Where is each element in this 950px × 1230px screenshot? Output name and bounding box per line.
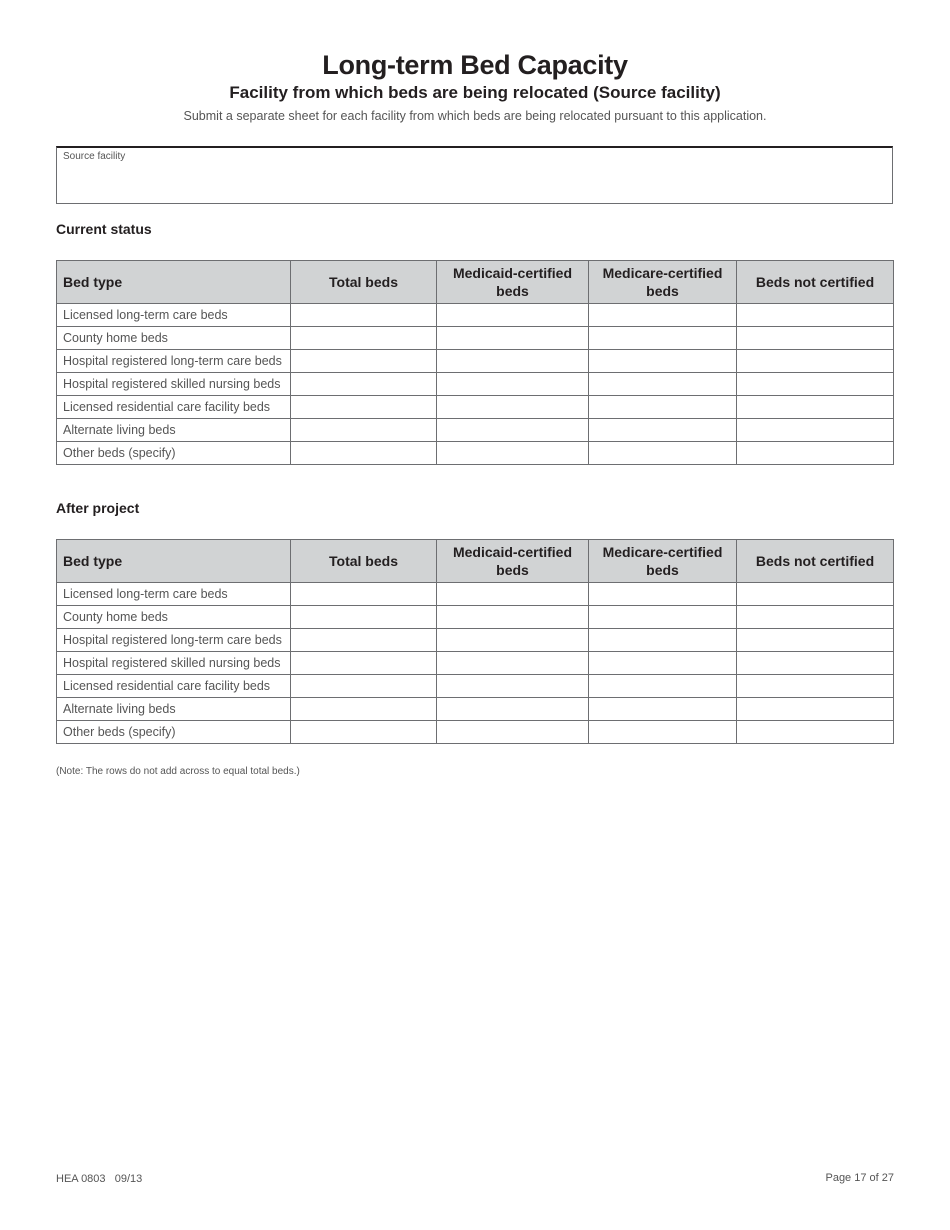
bed-count-field[interactable]	[589, 396, 737, 419]
bed-count-field[interactable]	[737, 606, 894, 629]
bed-count-field[interactable]	[291, 698, 437, 721]
bed-type-label: Other beds (specify)	[57, 721, 291, 744]
table-row	[57, 629, 894, 652]
bed-count-field[interactable]	[437, 652, 589, 675]
table-row	[57, 304, 894, 327]
table-row	[57, 698, 894, 721]
bed-type-label: Licensed residential care facility beds	[57, 675, 291, 698]
bed-type-label: Alternate living beds	[57, 419, 291, 442]
bed-count-field[interactable]	[291, 606, 437, 629]
column-header: Medicaid-certified beds	[437, 261, 589, 304]
page-subtitle: Facility from which beds are being relocated (Source facility)	[229, 83, 721, 102]
bed-count-field[interactable]	[589, 373, 737, 396]
header-row	[57, 261, 894, 304]
bed-count-field[interactable]	[291, 583, 437, 606]
bed-count-field[interactable]	[437, 583, 589, 606]
column-header: Beds not certified	[737, 540, 894, 583]
bed-count-field[interactable]	[437, 675, 589, 698]
after-project-heading: After project	[56, 500, 140, 516]
column-header: Total beds	[291, 540, 437, 583]
current-status-table	[56, 260, 894, 465]
instructions-text: Submit a separate sheet for each facility from which beds are being relocated pursuant to this application.	[183, 109, 767, 123]
bed-count-field[interactable]	[437, 327, 589, 350]
bed-count-field[interactable]	[737, 419, 894, 442]
bed-count-field[interactable]	[589, 327, 737, 350]
column-header: Medicaid-certified beds	[437, 540, 589, 583]
bed-count-field[interactable]	[737, 327, 894, 350]
bed-count-field[interactable]	[737, 721, 894, 744]
bed-count-field[interactable]	[291, 629, 437, 652]
page-title: Long-term Bed Capacity	[322, 50, 628, 80]
column-header: Medicare-certified beds	[589, 540, 737, 583]
bed-type-label: Licensed residential care facility beds	[57, 396, 291, 419]
bed-count-field[interactable]	[291, 442, 437, 465]
bed-count-field[interactable]	[291, 675, 437, 698]
source-facility-label: Source facility	[63, 151, 126, 162]
bed-count-field[interactable]	[291, 350, 437, 373]
bed-count-field[interactable]	[589, 652, 737, 675]
bed-count-field[interactable]	[437, 442, 589, 465]
bed-count-field[interactable]	[737, 442, 894, 465]
bed-count-field[interactable]	[589, 606, 737, 629]
bed-type-label: County home beds	[57, 327, 291, 350]
table-row	[57, 721, 894, 744]
bed-count-field[interactable]	[291, 652, 437, 675]
bed-count-field[interactable]	[291, 373, 437, 396]
bed-type-label: County home beds	[57, 606, 291, 629]
bed-count-field[interactable]	[737, 304, 894, 327]
table-row	[57, 327, 894, 350]
bed-type-label: Hospital registered long-term care beds	[57, 350, 291, 373]
page-number: Page 17 of 27	[825, 1172, 894, 1184]
bed-type-label: Hospital registered skilled nursing beds	[57, 652, 291, 675]
bed-count-field[interactable]	[291, 721, 437, 744]
bed-count-field[interactable]	[737, 629, 894, 652]
after-project-table	[56, 539, 894, 744]
bed-count-field[interactable]	[437, 396, 589, 419]
column-header: Bed type	[57, 261, 291, 304]
bed-count-field[interactable]	[737, 396, 894, 419]
column-header: Beds not certified	[737, 261, 894, 304]
bed-count-field[interactable]	[589, 629, 737, 652]
form-id: HEA 0803 09/13	[56, 1173, 143, 1185]
bed-type-label: Alternate living beds	[57, 698, 291, 721]
bed-count-field[interactable]	[437, 304, 589, 327]
bed-type-label: Hospital registered long-term care beds	[57, 629, 291, 652]
bed-type-label: Licensed long-term care beds	[57, 304, 291, 327]
current-status-heading: Current status	[56, 221, 152, 237]
bed-type-label: Hospital registered skilled nursing beds	[57, 373, 291, 396]
source-facility-field[interactable]	[56, 146, 893, 204]
bed-count-field[interactable]	[737, 698, 894, 721]
bed-count-field[interactable]	[737, 652, 894, 675]
bed-count-field[interactable]	[437, 606, 589, 629]
bed-count-field[interactable]	[589, 583, 737, 606]
note-text: (Note: The rows do not add across to equal total beds.)	[56, 766, 300, 777]
bed-count-field[interactable]	[437, 629, 589, 652]
bed-count-field[interactable]	[291, 396, 437, 419]
bed-count-field[interactable]	[589, 721, 737, 744]
bed-count-field[interactable]	[589, 698, 737, 721]
bed-type-label: Other beds (specify)	[57, 442, 291, 465]
bed-type-label: Licensed long-term care beds	[57, 583, 291, 606]
bed-count-field[interactable]	[291, 419, 437, 442]
table-row	[57, 442, 894, 465]
table-row	[57, 419, 894, 442]
header-row	[57, 540, 894, 583]
bed-count-field[interactable]	[589, 419, 737, 442]
table-row	[57, 652, 894, 675]
bed-count-field[interactable]	[437, 350, 589, 373]
bed-count-field[interactable]	[737, 373, 894, 396]
bed-count-field[interactable]	[589, 675, 737, 698]
table-row	[57, 583, 894, 606]
bed-count-field[interactable]	[589, 442, 737, 465]
bed-count-field[interactable]	[737, 675, 894, 698]
bed-count-field[interactable]	[437, 373, 589, 396]
table-row	[57, 350, 894, 373]
bed-count-field[interactable]	[737, 350, 894, 373]
table-row	[57, 396, 894, 419]
bed-count-field[interactable]	[437, 721, 589, 744]
table-row	[57, 606, 894, 629]
bed-count-field[interactable]	[291, 304, 437, 327]
bed-count-field[interactable]	[589, 350, 737, 373]
column-header: Medicare-certified beds	[589, 261, 737, 304]
table-row	[57, 675, 894, 698]
bed-count-field[interactable]	[437, 698, 589, 721]
bed-count-field[interactable]	[589, 304, 737, 327]
column-header: Bed type	[57, 540, 291, 583]
bed-count-field[interactable]	[291, 327, 437, 350]
table-row	[57, 373, 894, 396]
column-header: Total beds	[291, 261, 437, 304]
bed-count-field[interactable]	[737, 583, 894, 606]
bed-count-field[interactable]	[437, 419, 589, 442]
